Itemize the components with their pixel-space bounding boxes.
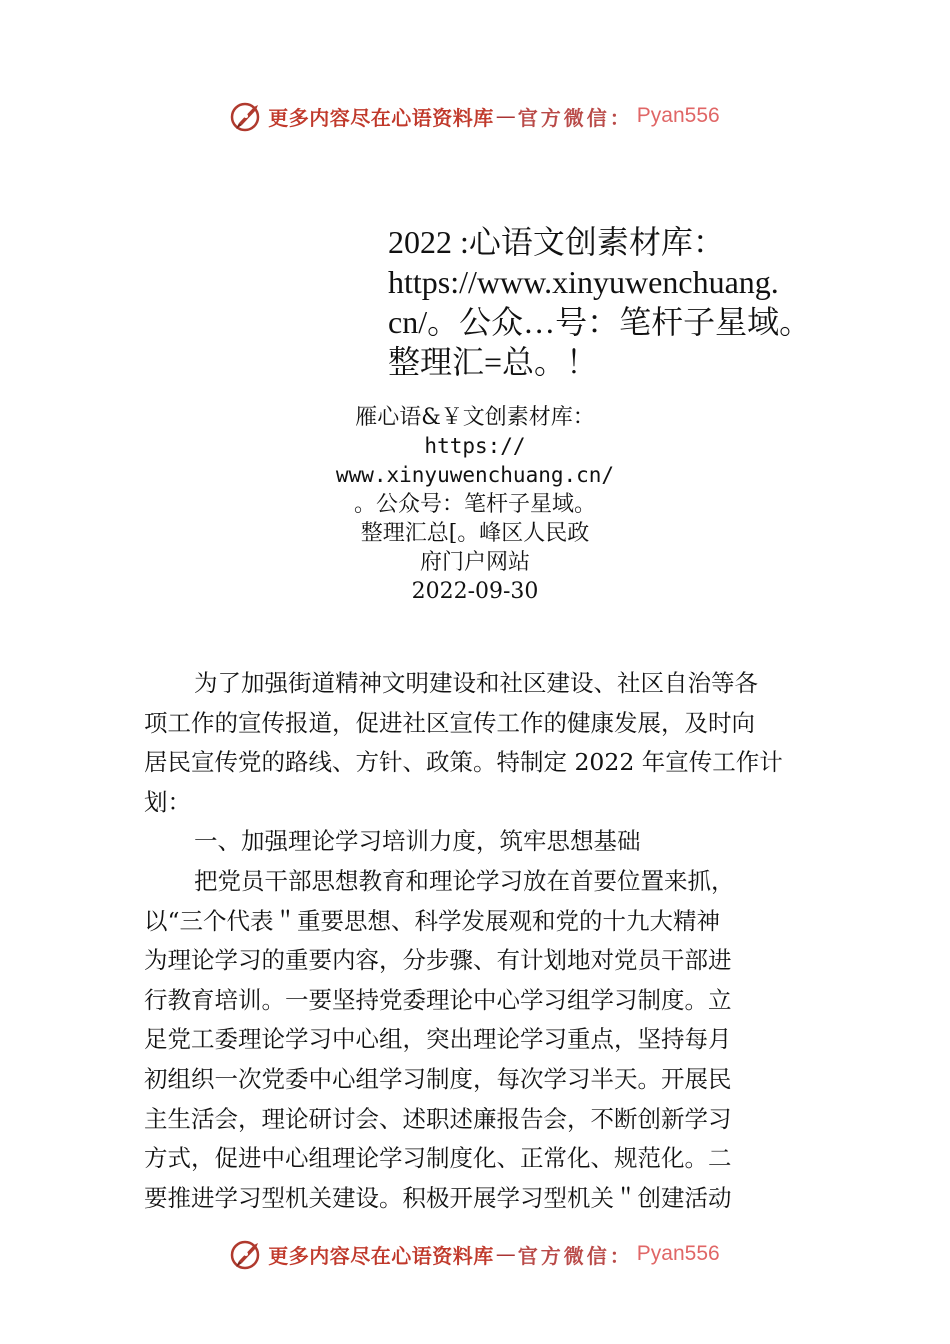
source-line: 府门户网站 <box>419 550 530 575</box>
banner-wechat-label: 官方微信： <box>517 1243 633 1268</box>
title-line: cn/。公众…号：笔杆子星域。 <box>388 304 812 340</box>
banner-dash: — <box>495 1242 516 1266</box>
body-content <box>144 664 824 1218</box>
source-url-line: https:// <box>424 434 526 458</box>
body-line: 初组织一次党委中心组学习制度，每次学习半天。开展民 <box>144 1064 732 1093</box>
body-line: 足党工委理论学习中心组，突出理论学习重点，坚持每月 <box>144 1025 732 1054</box>
banner-wechat-label: 官方微信： <box>517 105 633 130</box>
footer-banner <box>0 1234 950 1274</box>
banner-text: 更多内容尽在心语资料库 <box>268 1243 494 1268</box>
title-line: 2022 :心语文创素材库： <box>388 224 725 260</box>
body-line: 为了加强街道精神文明建设和社区建设、社区自治等各 <box>194 669 758 697</box>
quill-pen-logo-icon <box>230 1237 264 1271</box>
body-line: 把党员干部思想教育和理论学习放在首要位置来抓， <box>194 866 735 895</box>
body-line: 行教育培训。一要坚持党委理论中心学习组学习制度。立 <box>144 985 732 1014</box>
body-line: 主生活会，理论研讨会、述职述廉报告会，不断创新学习 <box>144 1104 732 1133</box>
body-line: 居民宣传党的路线、方针、政策。特制定 2022 年宣传工作计 <box>144 748 783 777</box>
title-line: https://www.xinyuwenchuang. <box>388 264 779 300</box>
banner-dash: — <box>495 104 516 128</box>
body-line: 方式，促进中心组理论学习制度化、正常化、规范化。二 <box>144 1144 732 1173</box>
banner-wechat-id: Pyan556 <box>636 104 720 127</box>
banner-text: 更多内容尽在心语资料库 <box>268 105 494 130</box>
title-line: 整理汇=总。！ <box>388 344 599 380</box>
header-banner <box>0 96 950 136</box>
source-line: 。公众号：笔杆子星域。 <box>353 492 596 517</box>
body-line: 以“三个代表＂重要思想、科学发展观和党的十九大精神 <box>144 906 721 935</box>
publish-date: 2022-09-30 <box>411 579 539 604</box>
banner-wechat-id: Pyan556 <box>636 1242 720 1265</box>
document-title <box>388 222 858 382</box>
quill-pen-logo-icon <box>230 99 264 133</box>
source-line: 整理汇总[。峰区人民政 <box>360 521 590 546</box>
body-line: 要推进学习型机关建设。积极开展学习型机关＂创建活动 <box>144 1183 732 1212</box>
body-line: 项工作的宣传报道，促进社区宣传工作的健康发展，及时向 <box>144 708 755 737</box>
body-line: 划： <box>144 787 191 816</box>
body-line: 为理论学习的重要内容，分步骤、有计划地对党员干部进 <box>144 946 732 975</box>
section-heading: 一、加强理论学习培训力度，筑牢思想基础 <box>194 827 641 856</box>
source-info <box>300 403 650 606</box>
source-line: 雁心语&￥文创素材库： <box>355 405 595 430</box>
source-url-line: www.xinyuwenchuang.cn/ <box>335 463 615 487</box>
